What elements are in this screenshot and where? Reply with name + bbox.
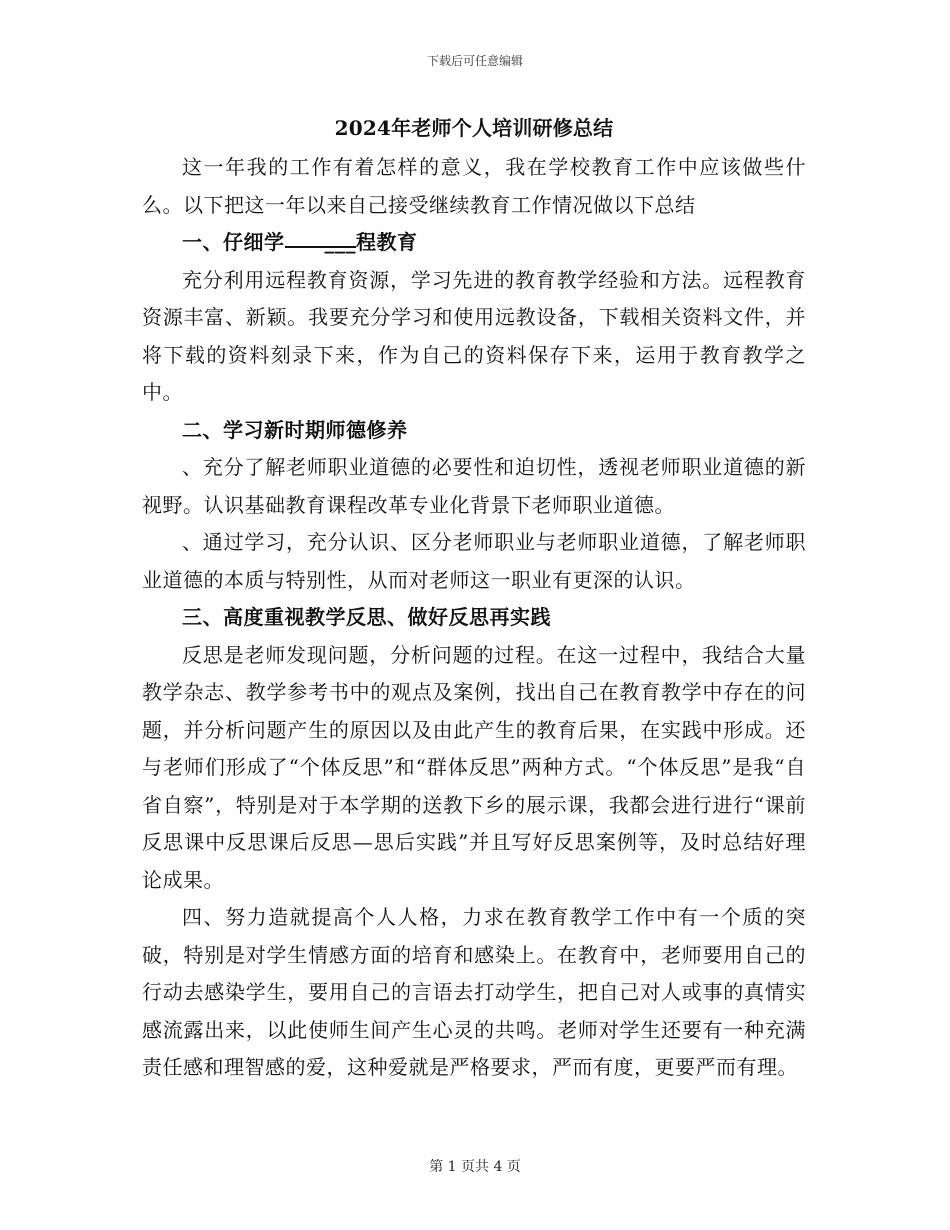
section-heading-1-text-before: 一、仔细学 (182, 230, 285, 254)
page-footer: 第 1 页共 4 页 (429, 1159, 521, 1175)
section-2-paragraph-2: 、通过学习，充分认识、区分老师职业与老师职业道德，了解老师职业道德的本质与特别性，从而对老师这一职业有更深的认识。 (142, 530, 806, 592)
fill-in-blank: ___ (285, 224, 357, 248)
section-4-paragraph: 四、努力造就提高个人人格，力求在教育教学工作中有一个质的突破，特别是对学生情感方面的培育和感染上。在教育中，老师要用自己的行动去感染学生，要用自己的言语去打动学生，把自己对人或事的真情实感流露出来，以此使师生间产生心灵的共鸣。老师对学生还要有一种充满责任感和理智感的爱，这种爱就是严格要求，严而有度，更要严而有理。 (142, 905, 806, 1079)
intro-paragraph: 这一年我的工作有着怎样的意义，我在学校教育工作中应该做些什么。以下把这一年以来自己接受继续教育工作情况做以下总结 (142, 155, 806, 217)
section-1-paragraph: 充分利用远程教育资源，学习先进的教育教学经验和方法。远程教育资源丰富、新颖。我要充分学习和使用远教设备，下载相关资料文件，并将下载的资料刻录下来，作为自己的资料保存下来，运用于教育教学之中。 (142, 267, 806, 404)
document-body (142, 112, 806, 1087)
section-heading-2: 二、学习新时期师德修养 (182, 417, 408, 442)
section-3-paragraph: 反思是老师发现问题，分析问题的过程。在这一过程中，我结合大量教学杂志、教学参考书中的观点及案例，找出自己在教育教学中存在的问题，并分析问题产生的原因以及由此产生的教育后果，在实践中形成。还与老师们形成了“个体反思”和“群体反思”两种方式。“个体反思”是我“自省自察”，特别是对于本学期的送教下乡的展示课，我都会进行进行“课前反思课中反思课后反思—思后实践”并且写好反思案例等，及时总结好理论成果。 (142, 642, 806, 892)
section-heading-3: 三、高度重视教学反思、做好反思再实践 (182, 605, 551, 629)
document-title: 2024年老师个人培训研修总结 (334, 116, 614, 140)
section-heading-1 (142, 224, 806, 262)
page-header: 下载后可任意编辑 (426, 54, 523, 68)
section-heading-1-text-after: 程教育 (356, 230, 418, 254)
section-2-paragraph-1: 、充分了解老师职业道德的必要性和迫切性，透视老师职业道德的新视野。认识基础教育课程改革专业化背景下老师职业道德。 (142, 455, 806, 517)
